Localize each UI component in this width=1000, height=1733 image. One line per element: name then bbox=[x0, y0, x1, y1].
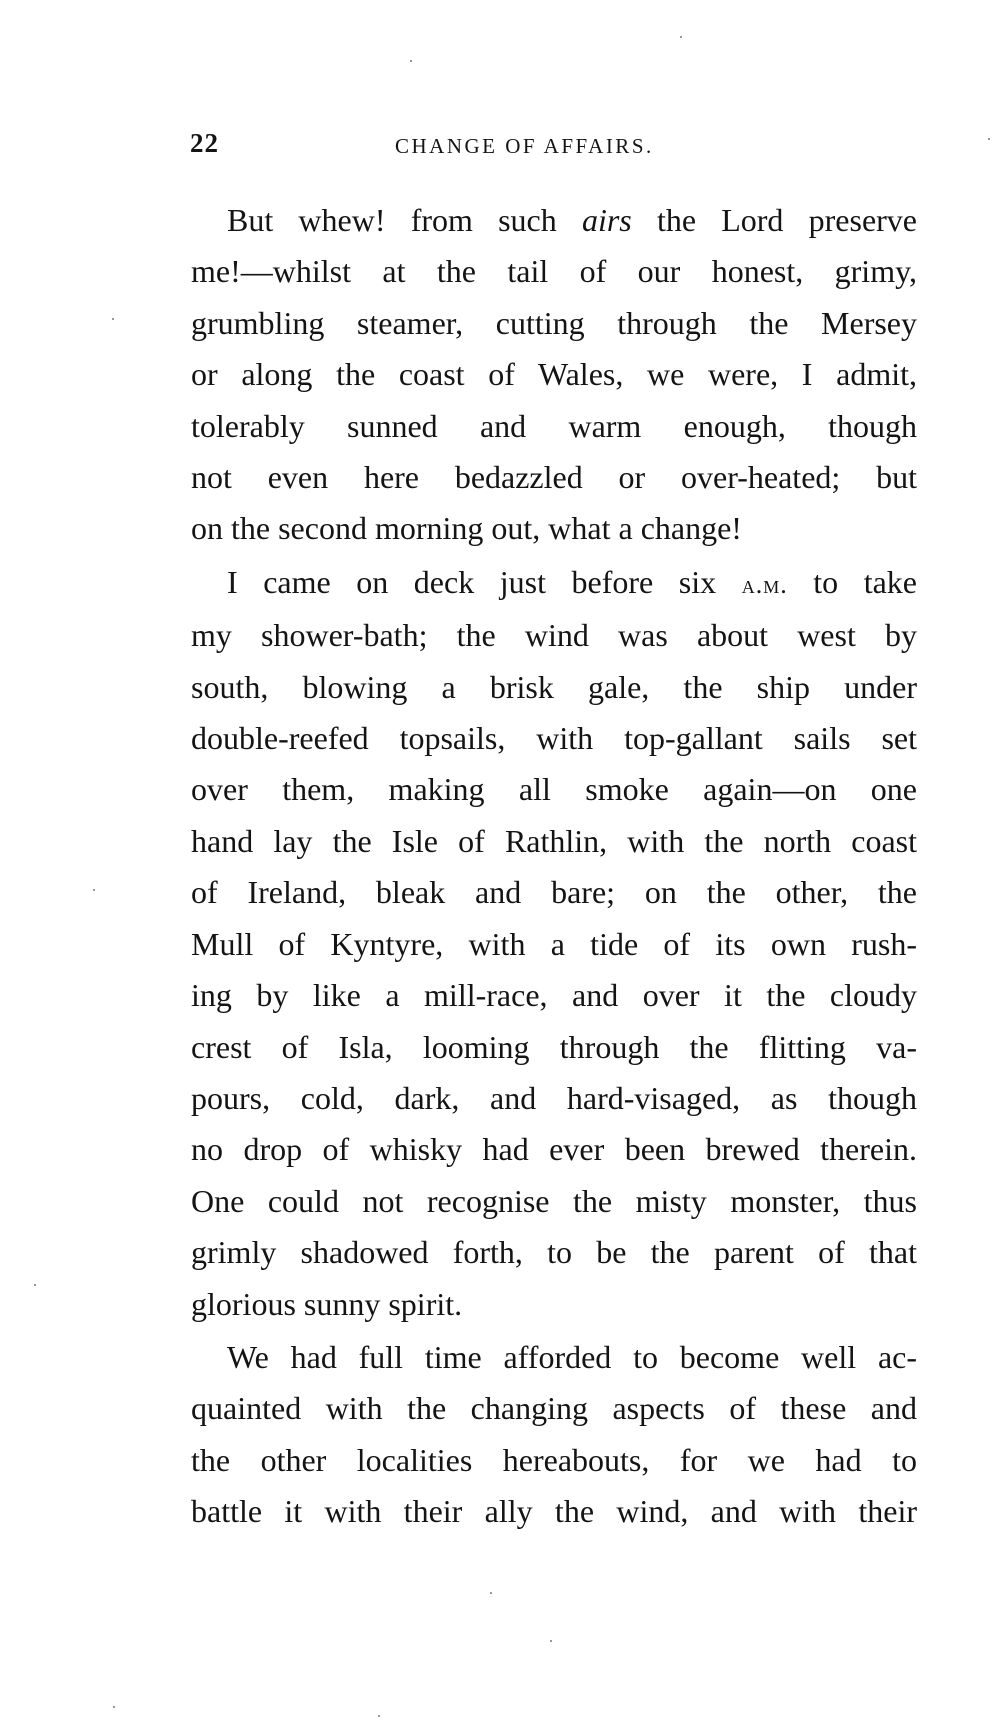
text-run: on the second morning out, what a change! bbox=[191, 510, 742, 547]
text-run: grumbling steamer, cutting through the Mersey bbox=[191, 304, 917, 341]
page-header bbox=[190, 128, 920, 168]
text-line bbox=[191, 713, 917, 764]
text-run: no drop of whisky had ever been brewed therein. bbox=[191, 1131, 917, 1168]
text-line bbox=[191, 1073, 917, 1124]
text-run: not even here bedazzled or over-heated; but bbox=[191, 459, 917, 496]
paragraph bbox=[191, 1332, 917, 1538]
scan-speck bbox=[378, 1715, 380, 1717]
text-line bbox=[191, 1383, 917, 1434]
page-number: 22 bbox=[190, 128, 219, 158]
text-line bbox=[191, 1332, 917, 1383]
text-run: double-reefed topsails, with top-gallant sails set bbox=[191, 720, 917, 757]
body-text bbox=[191, 195, 917, 1538]
paragraph bbox=[191, 195, 917, 555]
text-run: One could not recognise the misty monster, thus bbox=[191, 1182, 917, 1219]
text-run: of Ireland, bleak and bare; on the other, the bbox=[191, 874, 917, 911]
small-caps-run: a.m. bbox=[741, 569, 788, 599]
text-run: grimly shadowed forth, to be the parent of that bbox=[191, 1234, 917, 1271]
text-line bbox=[191, 349, 917, 400]
text-line bbox=[191, 610, 917, 661]
text-run: the other localities hereabouts, for we had to bbox=[191, 1441, 917, 1478]
text-run: glorious sunny spirit. bbox=[191, 1285, 463, 1322]
text-run: We had full time afforded to become well ac- bbox=[227, 1338, 917, 1375]
text-run: pours, cold, dark, and hard-visaged, as though bbox=[191, 1079, 917, 1116]
text-line bbox=[191, 662, 917, 713]
scan-speck bbox=[113, 1706, 115, 1708]
text-line bbox=[191, 1176, 917, 1227]
text-line bbox=[191, 1124, 917, 1175]
running-head: CHANGE OF AFFAIRS. bbox=[395, 134, 654, 158]
text-run: quainted with the changing aspects of these and bbox=[191, 1390, 917, 1427]
text-line bbox=[191, 1227, 917, 1278]
text-run: to take bbox=[787, 563, 918, 600]
text-line bbox=[191, 1279, 917, 1330]
text-line bbox=[191, 401, 917, 452]
text-run: tolerably sunned and warm enough, though bbox=[191, 407, 917, 444]
text-run: crest of Isla, looming through the flitting va- bbox=[191, 1028, 917, 1065]
scan-speck bbox=[550, 1640, 552, 1642]
paragraph bbox=[191, 557, 917, 1330]
text-line bbox=[191, 452, 917, 503]
text-line bbox=[191, 816, 917, 867]
text-line bbox=[191, 1486, 917, 1537]
scan-speck bbox=[93, 889, 95, 891]
scan-speck bbox=[410, 60, 412, 62]
text-run: battle it with their ally the wind, and with their bbox=[191, 1493, 917, 1530]
text-line bbox=[191, 298, 917, 349]
italic-run: airs bbox=[581, 202, 632, 238]
text-run: my shower-bath; the wind was about west by bbox=[191, 617, 917, 654]
text-run: me!—whilst at the tail of our honest, grimy, bbox=[191, 253, 917, 290]
scan-speck bbox=[490, 1592, 492, 1594]
text-run: I came on deck just before six bbox=[227, 563, 742, 600]
text-run: the Lord preserve bbox=[631, 202, 918, 238]
text-run: Mull of Kyntyre, with a tide of its own rush- bbox=[191, 925, 917, 962]
text-line bbox=[191, 970, 917, 1021]
text-line bbox=[191, 1435, 917, 1486]
text-run: ing by like a mill-race, and over it the cloudy bbox=[191, 977, 917, 1014]
text-line bbox=[191, 557, 917, 610]
text-line bbox=[191, 503, 917, 554]
text-line bbox=[191, 1022, 917, 1073]
scan-speck bbox=[34, 1284, 36, 1286]
text-run: or along the coast of Wales, we were, I admit, bbox=[191, 356, 917, 393]
text-line bbox=[191, 867, 917, 918]
text-run: south, blowing a brisk gale, the ship under bbox=[191, 668, 917, 705]
text-run: hand lay the Isle of Rathlin, with the north coast bbox=[191, 822, 917, 859]
scan-speck bbox=[988, 138, 990, 140]
scan-speck bbox=[112, 318, 114, 320]
text-line bbox=[191, 195, 917, 246]
scan-speck bbox=[680, 36, 682, 38]
text-line bbox=[191, 919, 917, 970]
text-run: But whew! from such bbox=[227, 202, 582, 238]
text-line bbox=[191, 246, 917, 297]
text-line bbox=[191, 764, 917, 815]
text-run: over them, making all smoke again—on one bbox=[191, 771, 917, 808]
